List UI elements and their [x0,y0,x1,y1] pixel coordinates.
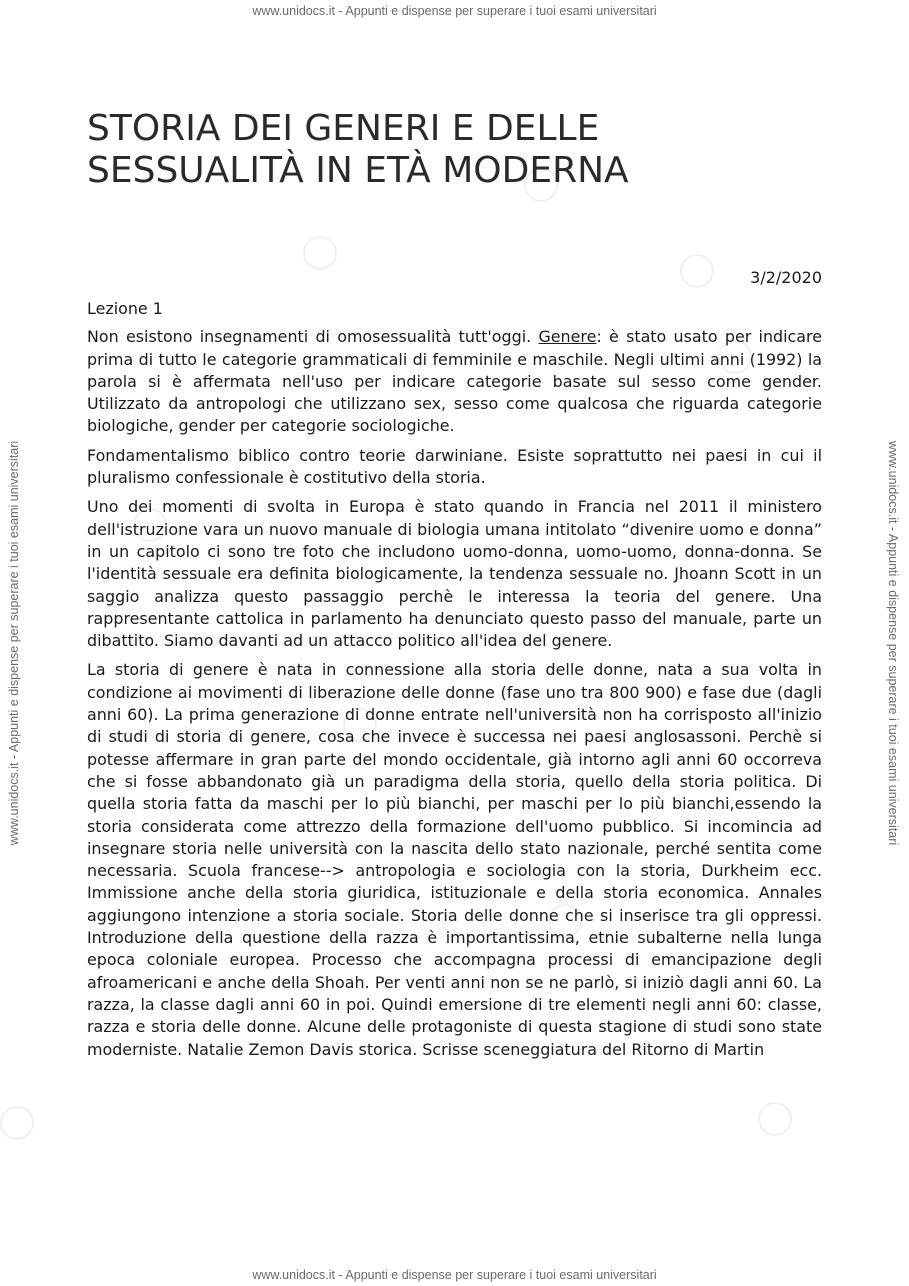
paragraph-2: Fondamentalismo biblico contro teorie darwiniane. Esiste soprattutto nei paesi in cui il pluralismo confessionale è costitutivo della storia. [87,445,822,488]
watermark-logo-icon [0,1106,34,1140]
paragraph-3: Uno dei momenti di svolta in Europa è stato quando in Francia nel 2011 il ministero dell'istruzione vara un nuovo manuale di biologia umana intitolato “divenire uomo e donna” in un capitolo ci sono tre foto che includono uomo-donna, uomo-uomo, donna-donna. Se l'identità sessuale era definita biologicamente, la tendenza sessuale no. Jhoann Scott in un saggio analizza questo passaggio perchè le interessa la teoria del genere. Una rappresentante cattolica in parlamento ha denunciato questo passo del manuale, parte un dibattito. Siamo davanti ad un attacco politico all'idea del genere. [87,497,822,651]
lesson-heading: Lezione 1 [87,299,163,318]
paragraph-1 [87,326,822,437]
paragraph-1-text-a: Non esistono insegnamenti di omosessualità tutt'oggi. [87,327,539,347]
title-line-1: STORIA DEI GENERI E DELLE [87,108,600,149]
watermark-logo-icon [758,1102,792,1136]
watermark-right: www.unidocs.it - Appunti e dispense per superare i tuoi esami universitari [886,440,900,846]
genere-term: Genere [538,327,597,347]
paragraph-1-text-b: : è stato usato per indicare prima di tutto le categorie grammaticali di femminile e maschile. Negli ultimi anni (1992) la parola si è affermata nell'uso per indicare categorie basate sul sesso come gender. Utilizzato da antropologi che utilizzano sex, sesso come qualcosa che riguarda categorie biologiche, gender per categorie sociologiche. [87,327,822,436]
watermark-logo-icon [303,236,337,270]
watermark-left: www.unidocs.it - Appunti e dispense per superare i tuoi esami universitari [7,440,21,846]
watermark-bottom: www.unidocs.it - Appunti e dispense per superare i tuoi esami universitari [252,1268,657,1282]
document-body [87,298,822,1068]
title-line-2: SESSUALITÀ IN ETÀ MODERNA [87,150,629,191]
paragraph-4: La storia di genere è nata in connessione alla storia delle donne, nata a sua volta in condizione ai movimenti di liberazione delle donne (fase uno tra 800 900) e fase due (dagli anni 60). La prima generazione di donne entrate nell'università non ha corrisposto all'inizio di studi di storia di genere, cosa che invece è successa nei paesi anglosassoni. Perchè si potesse affermare in gran parte del mondo occidentale, già intorno agli anni 60 occorreva che si fosse abbandonato già un paradigma della storia, quello della storia politica. Di quella storia fatta da maschi per lo più bianchi, per maschi per lo più bianchi,essendo la storia considerata come attrezzo della formazione dell'uomo pubblico. Si incomincia ad insegnare storia nelle università con la nascita dello stato nazionale, perché sentita come necessaria. Scuola francese--> antropologia e sociologia con la storia, Durkheim ecc. Immissione anche della storia giuridica, istituzionale e della storia economica. Annales aggiungono intenzione a storia sociale. Storia delle donne che si inserisce tra gli oppressi. Introduzione della questione della razza è importantissima, etnie subalterne nella lunga epoca coloniale europea. Processo che accompagna processi di emancipazione degli afroamericani e anche della Shoah. Per venti anni non se ne parlò, si iniziò dagli anni 60. La razza, la classe dagli anni 60 in poi. Quindi emersione di tre elementi negli anni 60: classe, razza e storia delle donne. Alcune delle protagoniste di questa stagione di studi sono state moderniste. Natalie Zemon Davis storica. Scrisse sceneggiatura del Ritorno di Martin [87,660,822,1059]
document-title [87,108,847,192]
watermark-top: www.unidocs.it - Appunti e dispense per superare i tuoi esami universitari [252,4,657,18]
lesson-date: 3/2/2020 [750,268,822,287]
